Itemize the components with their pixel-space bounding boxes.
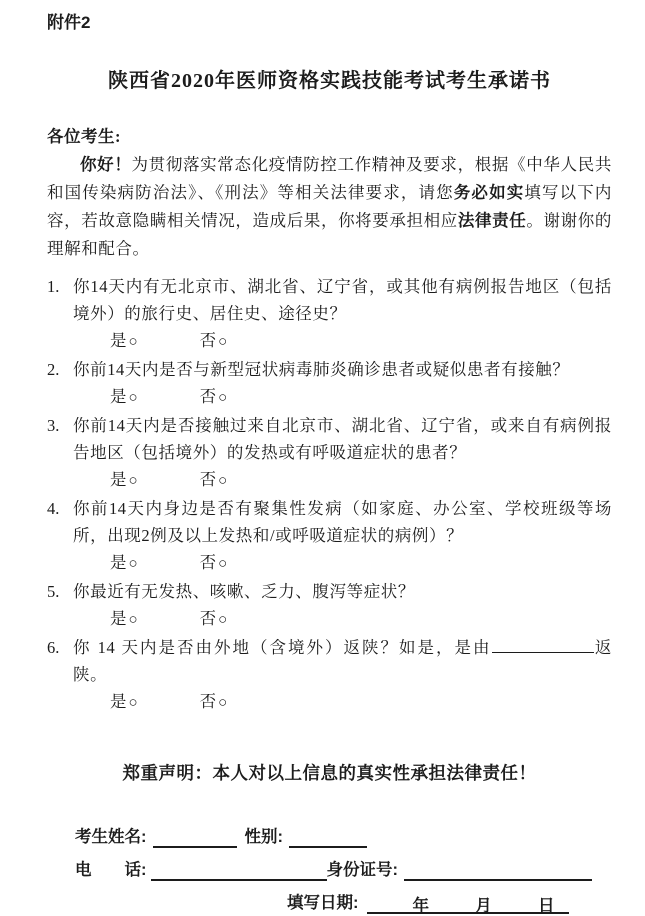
radio-circle-icon[interactable]: ○	[128, 695, 138, 711]
radio-circle-icon[interactable]: ○	[128, 612, 138, 628]
question-5-options	[110, 605, 612, 634]
question-6-options	[110, 688, 612, 717]
radio-circle-icon[interactable]: ○	[218, 556, 228, 572]
option-yes[interactable]	[110, 466, 138, 495]
question-number: 6.	[47, 638, 60, 657]
question-item-1	[47, 273, 612, 327]
question-text: 你前14天内身边是否有聚集性发病（如家庭、办公室、学校班级等场所，出现2例及以上发热和/或呼吸道症状的病例）？	[73, 499, 612, 545]
page-title: 陕西省2020年医师资格实践技能考试考生承诺书	[108, 70, 551, 92]
gender-label: 性别:	[244, 828, 283, 846]
question-2-options	[110, 383, 612, 412]
option-yes[interactable]	[110, 688, 138, 717]
option-no[interactable]	[200, 383, 228, 412]
option-no[interactable]	[200, 466, 228, 495]
question-text: 你最近有无发热、咳嗽、乏力、腹泻等症状？	[73, 582, 415, 601]
question-item-5	[47, 578, 612, 605]
option-yes[interactable]	[110, 549, 138, 578]
question-6-text-after: 返陕。	[73, 638, 613, 684]
phone-label: 电 话:	[75, 861, 147, 879]
name-label: 考生姓名:	[75, 828, 147, 846]
question-3-options	[110, 466, 612, 495]
phone-id-row	[75, 856, 612, 881]
radio-circle-icon[interactable]: ○	[128, 334, 138, 350]
name-gender-row	[75, 823, 612, 848]
intro-segment: 填写以下内容，若故意隐瞒相关情况，造成后果，你将要承担相应	[47, 183, 613, 230]
option-no-label: 否	[199, 387, 217, 406]
option-yes-label: 是	[110, 692, 127, 711]
radio-circle-icon[interactable]: ○	[218, 390, 228, 406]
question-number: 3.	[47, 416, 60, 435]
question-text: 你14天内有无北京市、湖北省、辽宁省，或其他有病例报告地区（包括境外）的旅行史、居住史、途径史？	[73, 277, 612, 323]
name-blank-field[interactable]	[153, 826, 237, 848]
id-number-blank-field[interactable]	[404, 859, 592, 881]
question-list	[47, 273, 612, 717]
question-1-options	[110, 327, 612, 356]
radio-circle-icon[interactable]: ○	[218, 695, 228, 711]
question-number: 1.	[47, 277, 60, 296]
radio-circle-icon[interactable]: ○	[128, 390, 138, 406]
question-text: 你前14天内是否与新型冠状病毒肺炎确诊患者或疑似患者有接触？	[73, 360, 570, 379]
question-text: 你前14天内是否接触过来自北京市、湖北省、辽宁省，或来自有病例报告地区（包括境外）的发热或有呼吸道症状的患者？	[73, 416, 612, 462]
truthful-emphasis: 务必如实	[453, 183, 525, 202]
gender-blank-field[interactable]	[289, 826, 367, 848]
radio-circle-icon[interactable]: ○	[128, 473, 138, 489]
option-yes[interactable]	[110, 327, 138, 356]
question-4-options	[110, 549, 612, 578]
radio-circle-icon[interactable]: ○	[218, 612, 228, 628]
option-no[interactable]	[200, 549, 228, 578]
option-yes-label: 是	[110, 470, 127, 489]
intro-paragraph	[47, 151, 612, 263]
id-number-label: 身份证号:	[326, 861, 398, 879]
option-no-label: 否	[199, 609, 217, 628]
phone-blank-field[interactable]	[151, 859, 327, 881]
intro-segment: 为贯彻落实常态化疫情防控工作精神及要求，根据《中华人民共和国传染病防治法》、《刑法》等相关法律要求，请您	[47, 155, 612, 202]
question-number: 4.	[47, 499, 60, 518]
question-number: 2.	[47, 360, 60, 379]
date-blank-field[interactable]	[367, 892, 569, 914]
option-no[interactable]	[200, 605, 228, 634]
date-row	[75, 889, 612, 914]
option-yes-label: 是	[110, 387, 127, 406]
year-label: 年	[412, 897, 429, 915]
day-label: 日	[538, 897, 555, 915]
attachment-label: 附件2	[47, 13, 91, 32]
option-no-label: 否	[199, 553, 217, 572]
option-no-label: 否	[199, 331, 217, 350]
radio-circle-icon[interactable]: ○	[128, 556, 138, 572]
month-label: 月	[475, 897, 492, 915]
origin-blank-field[interactable]	[492, 637, 594, 654]
question-6-text-before: 你 14 天内是否由外地（含境外）返陕？如是，是由	[73, 638, 492, 657]
question-item-3	[47, 412, 612, 466]
legal-liability-emphasis: 法律责任	[457, 211, 527, 230]
question-number: 5.	[47, 582, 60, 601]
option-yes[interactable]	[110, 605, 138, 634]
option-yes-label: 是	[110, 609, 127, 628]
option-yes-label: 是	[110, 553, 127, 572]
question-item-2	[47, 356, 612, 383]
question-item-6	[47, 634, 612, 688]
solemn-declaration: 郑重声明：本人对以上信息的真实性承担法律责任！	[122, 763, 537, 783]
question-text	[73, 634, 612, 688]
option-no-label: 否	[199, 692, 217, 711]
greeting-emphasis: 你好！	[80, 155, 132, 174]
date-label: 填写日期:	[287, 894, 359, 912]
option-no-label: 否	[199, 470, 217, 489]
option-no[interactable]	[200, 688, 228, 717]
option-yes-label: 是	[110, 331, 127, 350]
radio-circle-icon[interactable]: ○	[218, 334, 228, 350]
salutation: 各位考生:	[47, 127, 121, 146]
question-item-4	[47, 495, 612, 549]
option-no[interactable]	[200, 327, 228, 356]
radio-circle-icon[interactable]: ○	[218, 473, 228, 489]
option-yes[interactable]	[110, 383, 138, 412]
intro-segment: 。谢谢你的理解和配合。	[47, 211, 613, 258]
signature-form	[75, 823, 612, 914]
